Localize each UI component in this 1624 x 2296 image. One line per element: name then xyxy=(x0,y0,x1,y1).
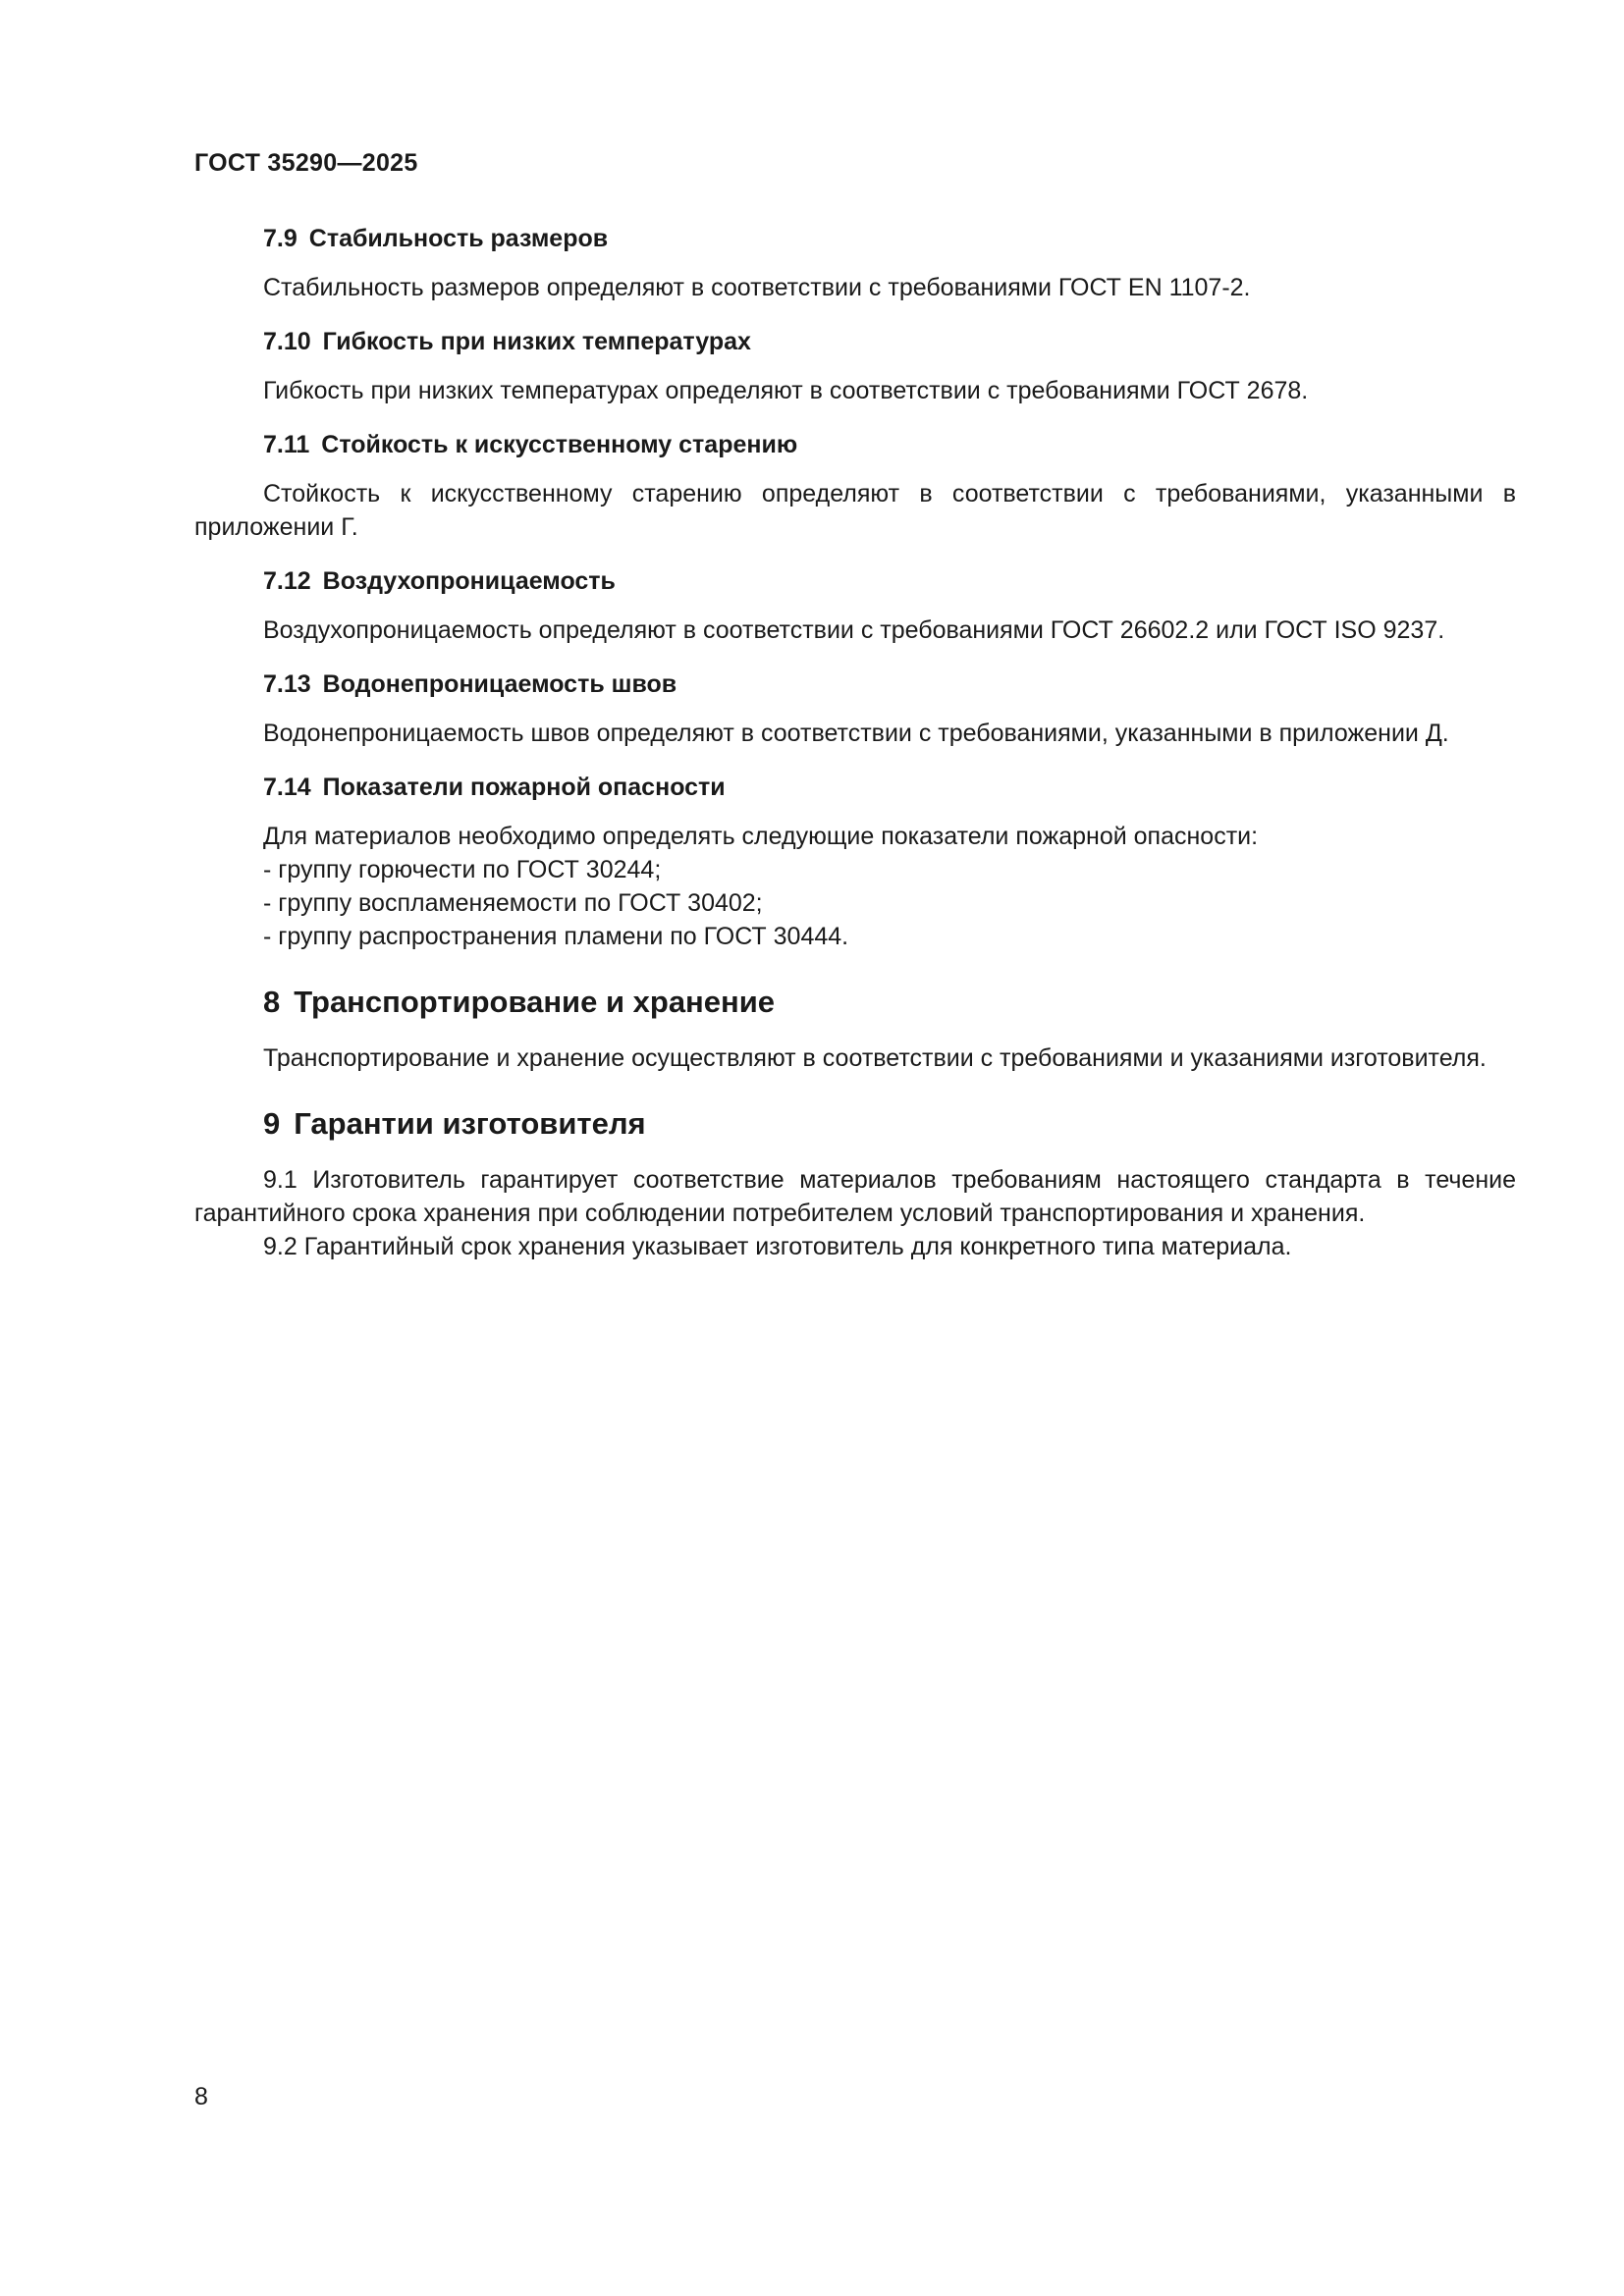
subsection-heading-7-10 xyxy=(194,325,1516,358)
subsection-heading-7-14 xyxy=(194,771,1516,804)
paragraph-7-9: Стабильность размеров определяют в соответствии с требованиями ГОСТ EN 1107-2. xyxy=(263,274,1251,301)
subsection-title: Стабильность размеров xyxy=(308,225,609,252)
list-item: - группу горючести по ГОСТ 30244; xyxy=(263,856,662,883)
page-number: 8 xyxy=(194,2083,208,2110)
section-title: Гарантии изготовителя xyxy=(294,1106,646,1141)
section-number: 8 xyxy=(263,985,281,1019)
subsection-number: 7.10 xyxy=(263,328,311,355)
subsection-heading-7-12 xyxy=(194,564,1516,598)
subsection-title: Стойкость к искусственному старению xyxy=(321,431,798,458)
subsection-number: 7.9 xyxy=(263,225,298,252)
section-heading-8 xyxy=(194,983,1516,1022)
document-code-header: ГОСТ 35290—2025 xyxy=(194,149,418,177)
subsection-number: 7.11 xyxy=(263,431,310,458)
section-number: 9 xyxy=(263,1106,281,1141)
subsection-number: 7.14 xyxy=(263,774,311,801)
paragraph-7-12: Воздухопроницаемость определяют в соответствии с требованиями ГОСТ 26602.2 или ГОСТ ISO 9237. xyxy=(263,616,1445,644)
paragraph-7-10: Гибкость при низких температурах определяют в соответствии с требованиями ГОСТ 2678. xyxy=(263,377,1309,404)
paragraph-9-1: 9.1 Изготовитель гарантирует соответствие материалов требованиям настоящего стандарта в течение гарантийного срока хранения при соблюдении потребителем условий транспортирования и хранения. xyxy=(194,1166,1516,1227)
subsection-title: Водонепроницаемость швов xyxy=(322,670,677,698)
section-title: Транспортирование и хранение xyxy=(294,985,776,1019)
paragraph-9-2: 9.2 Гарантийный срок хранения указывает изготовитель для конкретного типа материала. xyxy=(263,1233,1292,1260)
subsection-number: 7.13 xyxy=(263,670,311,698)
subsection-title: Показатели пожарной опасности xyxy=(322,774,726,801)
paragraph-8: Транспортирование и хранение осуществляют в соответствии с требованиями и указаниями изготовителя. xyxy=(263,1044,1487,1072)
paragraph-7-14-intro: Для материалов необходимо определять следующие показатели пожарной опасности: xyxy=(263,823,1259,850)
section-heading-9 xyxy=(194,1104,1516,1144)
paragraph-7-11: Стойкость к искусственному старению определяют в соответствии с требованиями, указанными в приложении Г. xyxy=(194,480,1516,541)
subsection-number: 7.12 xyxy=(263,567,311,595)
subsection-heading-7-13 xyxy=(194,667,1516,701)
subsection-title: Гибкость при низких температурах xyxy=(322,328,751,355)
paragraph-7-13: Водонепроницаемость швов определяют в соответствии с требованиями, указанными в приложении Д. xyxy=(263,720,1449,747)
subsection-heading-7-11 xyxy=(194,428,1516,461)
page-content xyxy=(194,222,1516,1263)
subsection-heading-7-9 xyxy=(194,222,1516,255)
subsection-title: Воздухопроницаемость xyxy=(322,567,616,595)
list-item: - группу распространения пламени по ГОСТ 30444. xyxy=(263,923,849,950)
list-item: - группу воспламеняемости по ГОСТ 30402; xyxy=(263,889,763,917)
